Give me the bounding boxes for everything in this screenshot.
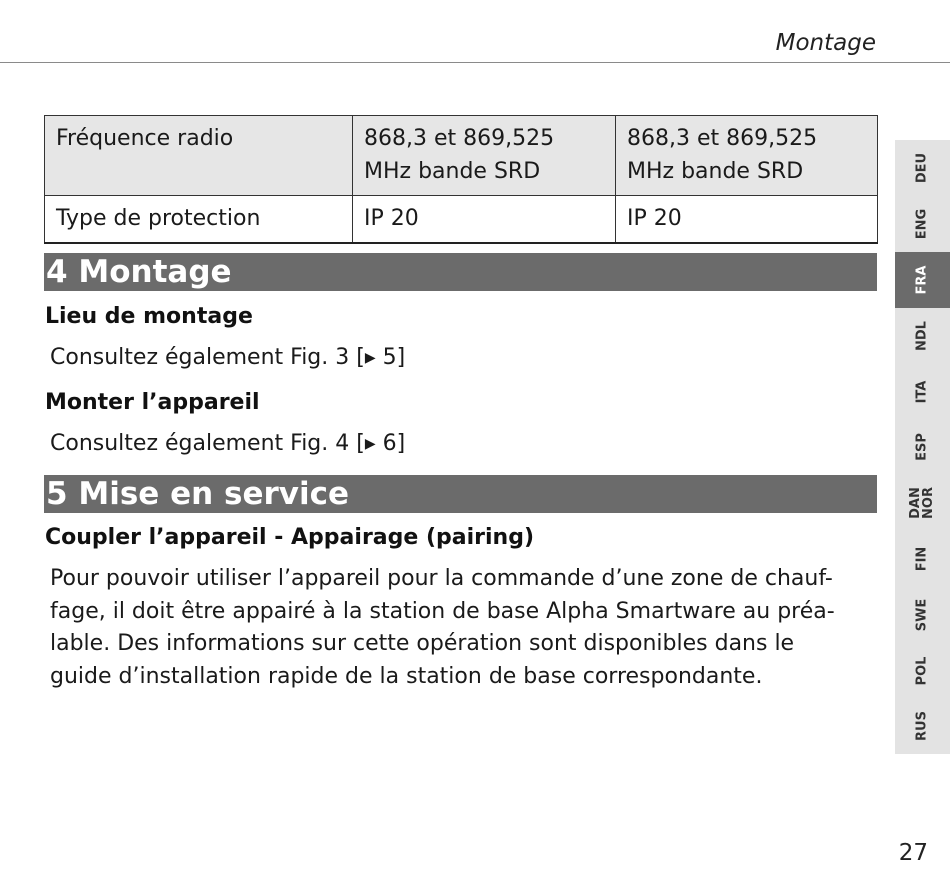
language-tab-ndl[interactable] — [895, 308, 950, 364]
language-tab-label: ESP — [914, 433, 930, 461]
table-cell-value — [616, 116, 878, 196]
section-heading-mise-en-service: 5 Mise en service — [44, 475, 877, 513]
language-tab-eng[interactable] — [895, 196, 950, 252]
subheading-lieu-de-montage: Lieu de montage — [45, 304, 253, 329]
language-tab-dan-nor[interactable] — [895, 475, 950, 531]
reference-text: Consultez également Fig. 4 [ — [50, 431, 365, 456]
language-tab-ita[interactable] — [895, 364, 950, 420]
page-number: 27 — [898, 840, 928, 866]
page-reference-link[interactable]: 6] — [375, 431, 406, 456]
language-tab-label: FRA — [914, 265, 930, 295]
page-reference-link[interactable]: 5] — [375, 345, 406, 370]
table-cell-line: MHz bande SRD — [627, 159, 804, 184]
language-tab-label: POL — [914, 656, 930, 686]
language-tab-label: ENG — [914, 208, 930, 240]
figure-reference-line — [50, 345, 405, 370]
table-cell-line: MHz bande SRD — [364, 159, 541, 184]
reference-text: Consultez également Fig. 3 [ — [50, 345, 365, 370]
language-tab-label: ITA — [914, 380, 930, 404]
language-tab-label: RUS — [914, 711, 930, 741]
header-rule — [0, 62, 950, 63]
language-tab-label: DEU — [914, 152, 930, 184]
table-cell-value — [353, 116, 616, 196]
paragraph-line: lable. Des informations sur cette opération sont disponibles dans le — [50, 631, 795, 656]
language-tab-label-line: NOR — [921, 487, 936, 519]
subheading-monter-appareil: Monter l’appareil — [45, 390, 260, 415]
language-tab-pol[interactable] — [895, 643, 950, 699]
table-cell-label: Type de protection — [45, 196, 353, 244]
language-tabs — [895, 140, 950, 754]
language-tab-fin[interactable] — [895, 531, 950, 587]
table-cell-label: Fréquence radio — [45, 116, 353, 196]
language-tab-label: FIN — [914, 546, 930, 572]
language-tab-fra[interactable] — [895, 252, 950, 308]
language-tab-esp[interactable] — [895, 419, 950, 475]
paragraph-line: Pour pouvoir utiliser l’appareil pour la commande d’une zone de chauf- — [50, 566, 833, 591]
section-heading-montage: 4 Montage — [44, 253, 877, 291]
language-tab-label: SWE — [914, 598, 930, 632]
paragraph-line: guide d’installation rapide de la station de base correspondante. — [50, 663, 763, 689]
table-cell-line: 868,3 et 869,525 — [627, 126, 818, 151]
language-tab-rus[interactable] — [895, 698, 950, 754]
header-title: Montage — [775, 30, 876, 56]
table-cell-value: IP 20 — [616, 196, 878, 244]
body-paragraph — [50, 563, 880, 693]
table-row — [45, 116, 878, 196]
table-cell-line: 868,3 et 869,525 — [364, 126, 555, 151]
table-row — [45, 196, 878, 244]
arrow-right-icon: ▶ — [364, 350, 376, 366]
language-tab-deu[interactable] — [895, 140, 950, 196]
paragraph-line: fage, il doit être appairé à la station de base Alpha Smartware au préa- — [50, 598, 835, 624]
language-tab-label: NDL — [914, 321, 930, 351]
arrow-right-icon: ▶ — [364, 436, 376, 452]
figure-reference-line — [50, 431, 405, 456]
subheading-coupler-appareil: Coupler l’appareil - Appairage (pairing) — [45, 525, 535, 550]
table-cell-value: IP 20 — [353, 196, 616, 244]
language-tab-swe[interactable] — [895, 587, 950, 643]
language-tab-label — [909, 487, 935, 519]
spec-table — [44, 115, 878, 244]
language-tab-label-line: DAN — [908, 487, 923, 519]
